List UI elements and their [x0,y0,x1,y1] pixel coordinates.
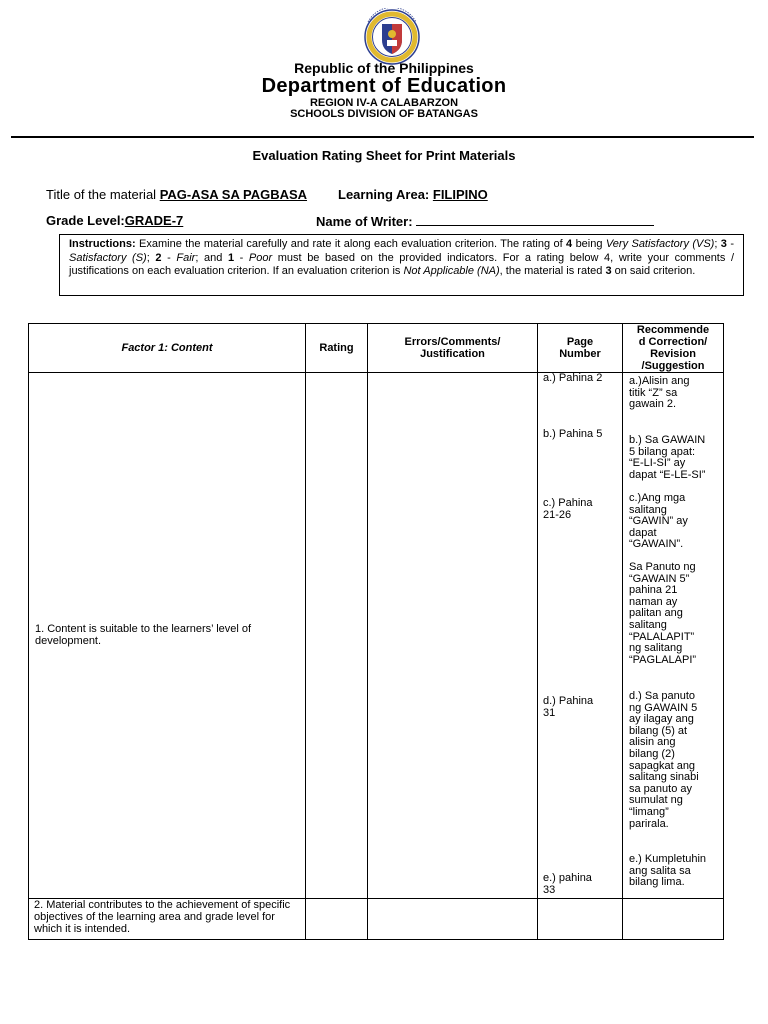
rating-3-na: 3 [605,265,612,277]
rating-cell[interactable] [306,373,368,899]
criterion-cell [29,899,306,940]
correction-cell[interactable] [623,899,724,940]
rating-s: Satisfactory (S) [69,251,147,264]
correction-line: sapagkat ang [629,759,696,772]
page-entry-line: c.) Pahina [543,497,593,509]
correction-line: sa panuto ay [629,782,692,795]
instructions-text: - [234,251,249,264]
comments-cell[interactable] [368,373,538,899]
instructions-box [59,234,744,296]
rating-cell[interactable] [306,899,368,940]
instructions-text: , the material is rated [499,265,606,277]
correction-line: sumulat ng [629,794,683,807]
header-rec-line2: d Correction/ [638,336,708,348]
writer-blank-field[interactable] [416,213,654,226]
page-entry [543,873,592,896]
criterion-1-text: 1. Content is suitable to the learners’ level of development. [35,623,252,647]
correction-line: Sa Panuto ng [629,561,696,573]
correction-line: dapat [629,526,657,539]
rating-poor: Poor [248,251,273,264]
header-page-line1: Page [566,336,594,348]
grade-level-label: Grade Level: [46,213,125,228]
header-errors-line2: Justification [420,348,485,360]
criterion-2-text: 2. Material contributes to the achievement of specific objectives of the learning area and grade level for which it is intended. [34,899,291,935]
correction-line: titik “Z” sa [629,386,678,399]
material-title-label: Title of the material [46,187,160,202]
instructions-text: on said criterion. [611,265,696,277]
page-entry-line: 31 [543,706,556,719]
page-entry-line: b.) Pahina 5 [543,428,603,440]
correction-line: salitang sinabi [629,771,699,784]
page-entry-line: d.) Pahina [543,695,594,707]
header-rec-line3: Revision [650,348,696,360]
rating-3: 3 [720,238,727,250]
learning-area-line [338,187,488,202]
criterion-cell [29,373,306,899]
header-divider [11,136,754,138]
correction-entry [629,691,715,830]
rating-fair: Fair [176,251,196,264]
header-recommendation [623,324,724,373]
writer-label: Name of Writer: [316,214,417,229]
correction-line: gawain 2. [629,398,677,411]
instructions-text: Examine the material carefully and rate it along each evaluation criterion. The rating of [135,238,567,250]
instructions-text: being [572,238,606,250]
correction-line: palitan ang [629,607,683,620]
table-row [29,373,724,899]
correction-line: dapat “E-LE-SI” [629,468,706,481]
header-rec-line1: Recommende [636,324,710,336]
header-rating: Rating [306,324,368,373]
instructions-label: Instructions: [69,238,136,250]
rating-na: Not Applicable (NA) [403,265,500,277]
correction-line: ng GAWAIN 5 [629,701,698,714]
correction-line: c.)Ang mga [629,492,686,504]
correction-line: “GAWIN” ay [629,515,688,528]
page-entry [543,696,593,719]
header-region: REGION IV-A CALABARZON [309,97,459,109]
table-header-row [29,324,724,373]
correction-entry [629,562,715,666]
page-entry-line: 33 [543,883,556,896]
correction-line: bilang (5) at [629,724,688,737]
page-entry-line: 21-26 [543,508,572,521]
header-factor: Factor 1: Content [29,324,306,373]
correction-line: ng salitang [629,642,683,655]
correction-line: “PAGLALAPI” [629,653,697,666]
table-row [29,899,724,940]
correction-line: naman ay [629,595,678,608]
instructions-text: - [726,238,734,250]
correction-line: bilang lima. [629,876,685,889]
correction-line: “E-LI-SI” ay [629,457,686,470]
header-rec-line4: /Suggestion [641,360,705,372]
learning-area-value: FILIPINO [432,187,488,202]
correction-line: b.) Sa GAWAIN [629,434,706,446]
correction-line: salitang [629,618,667,631]
correction-entry [629,435,715,481]
correction-entry [629,854,715,889]
correction-line: “PALALAPIT” [629,630,695,643]
page-entry-line: e.) pahina [543,872,592,884]
instructions-text: ; [146,251,156,264]
correction-line: e.) Kumpletuhin [629,853,707,865]
page-entry [543,498,593,521]
header-division: SCHOOLS DIVISION OF BATANGAS [290,108,478,120]
deped-seal-logo [356,8,428,66]
correction-line: ay ilagay ang [629,713,694,726]
correction-entry [629,376,715,411]
correction-cell [623,373,724,899]
instructions-text: - [161,251,177,264]
rating-4: 4 [566,238,573,250]
sheet-title: Evaluation Rating Sheet for Print Materials [252,148,516,163]
correction-line: bilang (2) [629,747,675,760]
rating-2: 2 [155,251,162,264]
correction-line: ang salita sa [629,864,691,877]
learning-area-label: Learning Area: [338,187,433,202]
correction-line: d.) Sa panuto [629,690,696,702]
correction-line: parirala. [629,817,669,830]
correction-line: salitang [629,503,667,516]
correction-line: pahina 21 [629,584,678,597]
correction-entry [629,493,715,551]
rating-1: 1 [227,251,235,264]
grade-level-line [46,213,183,228]
instructions-text: ; [714,238,721,250]
header-page-line2: Number [559,348,601,360]
correction-line: alisin ang [629,736,676,749]
comments-cell[interactable] [368,899,538,940]
writer-line [316,213,654,229]
instructions-text: ; and [195,251,228,264]
evaluation-table [28,323,724,940]
page-number-cell[interactable] [538,899,623,940]
header-errors [368,324,538,373]
header-errors-line1: Errors/Comments/ [404,336,501,348]
grade-level-value: GRADE-7 [124,213,184,228]
material-title-value: PAG-ASA SA PAGBASA [159,187,308,202]
page-entry [543,429,602,441]
correction-line: “GAWAIN”. [629,538,684,551]
header-department: Department of Education [261,75,507,97]
correction-line: “limang” [629,805,669,818]
page-number-cell [538,373,623,899]
header-page-number [538,324,623,373]
instructions-text: must be based on the provided indicators. For a rating below 4, write your comments / justifications on each evaluation criterion. If an evaluation criterion is [69,251,735,277]
correction-line: 5 bilang apat: [629,445,696,458]
rating-vs: Very Satisfactory (VS) [605,238,715,250]
correction-line: “GAWAIN 5” [629,572,690,585]
header-country: Republic of the Philippines [294,60,474,76]
page-entry-line: a.) Pahina 2 [543,372,603,384]
page-entry [543,373,602,385]
material-title-line [46,187,307,202]
correction-line: a.)Alisin ang [629,375,690,387]
